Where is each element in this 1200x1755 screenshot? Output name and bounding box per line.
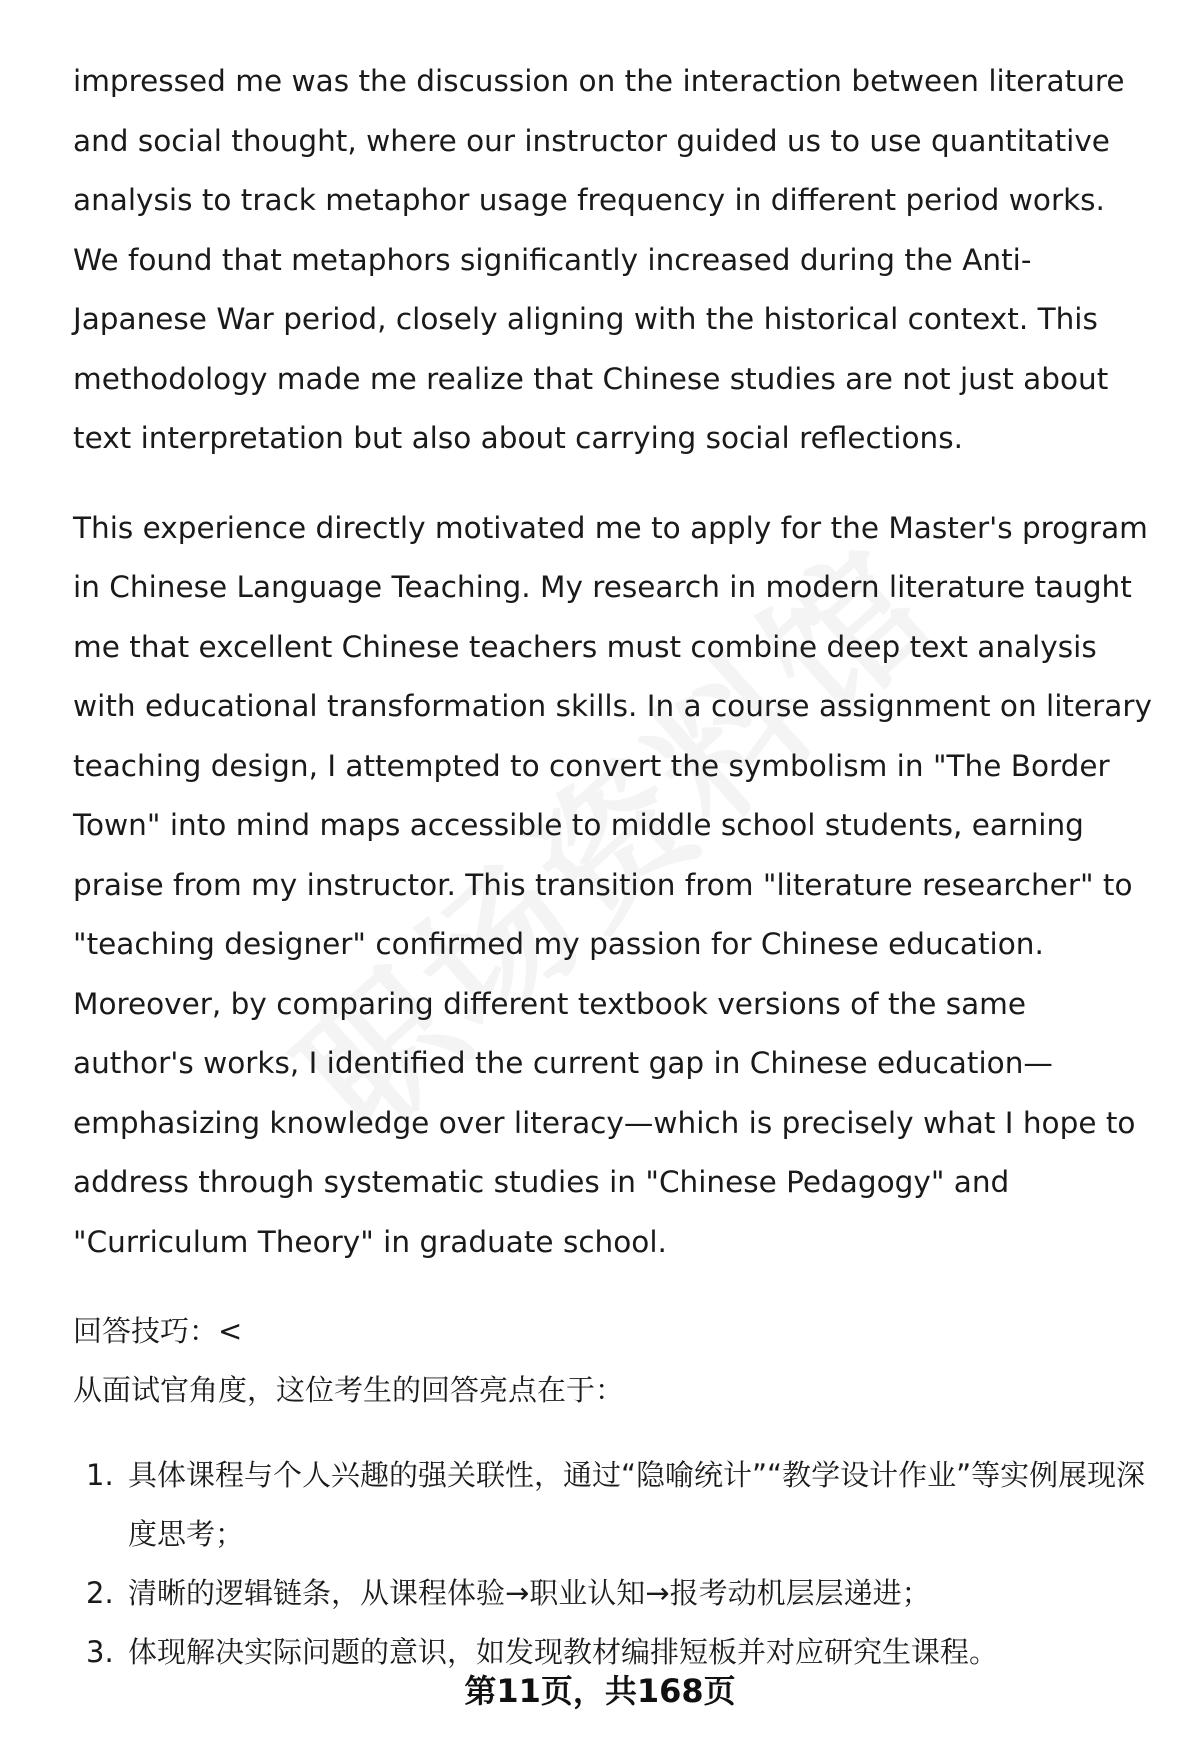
tips-intro: 从面试官角度，这位考生的回答亮点在于： [73, 1373, 625, 1407]
list-item-number: 2. [86, 1576, 114, 1610]
tips-title: 回答技巧：< [73, 1314, 243, 1348]
list-item-text: 体现解决实际问题的意识，如发现教材编排短板并对应研究生课程。 [128, 1635, 999, 1669]
body-paragraph-2: This experience directly motivated me to apply for the Master's program in Chinese Language Teaching. My research in modern literature taught me that excellent Chinese teachers must combine deep text analysis with educational transformation skills. In a course assignment on literary teaching design, I attempted to convert the symbolism in "The Border Town" into mind maps accessible to middle school students, earning praise from my instructor. This transition from "literature researcher" to "teaching designer" confirmed my passion for Chinese education. Moreover, by comparing different textbook versions of the same author's works, I identified the current gap in Chinese education—emphasizing knowledge over literacy—which is precisely what I hope to address through systematic studies in "Chinese Pedagogy" and "Curriculum Theory" in graduate school. [73, 510, 1152, 1259]
tips-list [73, 1446, 1153, 1682]
list-item-number: 1. [86, 1458, 114, 1492]
list-item [73, 1564, 1153, 1623]
list-item-text: 具体课程与个人兴趣的强关联性，通过“隐喻统计”“教学设计作业”等实例展现深度思考； [128, 1458, 1146, 1551]
page-content [73, 52, 1153, 1682]
list-item-number: 3. [86, 1635, 114, 1669]
answer-tips-section [73, 1302, 1153, 1682]
page-number-footer: 第11页，共168页 [464, 1672, 736, 1710]
list-item [73, 1446, 1153, 1564]
list-item-text: 清晰的逻辑链条，从课程体验→职业认知→报考动机层层递进； [128, 1576, 931, 1610]
body-paragraph-1: impressed me was the discussion on the interaction between literature and social thought, where our instructor guided us to use quantitative analysis to track metaphor usage frequency in different period works. We found that metaphors significantly increased during the Anti-Japanese War period, closely aligning with the historical context. This methodology made me realize that Chinese studies are not just about text interpretation but also about carrying social reflections. [73, 64, 1125, 455]
